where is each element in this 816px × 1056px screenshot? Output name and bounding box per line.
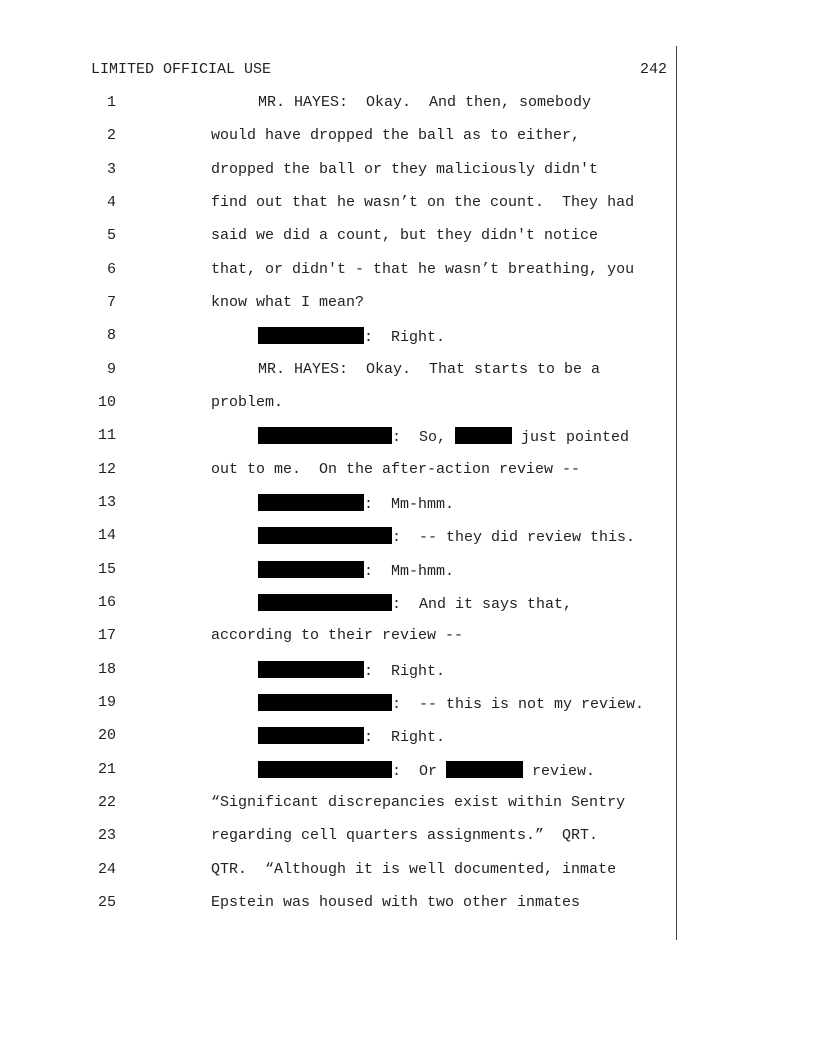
line-content: know what I mean? bbox=[211, 294, 365, 311]
speaker-label: MR. HAYES: bbox=[258, 94, 349, 111]
line-content: : So, bbox=[392, 429, 456, 446]
transcript-line bbox=[0, 727, 816, 760]
line-text bbox=[258, 427, 629, 446]
line-text bbox=[258, 327, 445, 346]
line-text bbox=[258, 661, 445, 680]
line-number: 13 bbox=[97, 494, 116, 511]
line-number: 11 bbox=[97, 427, 116, 444]
line-number: 1 bbox=[106, 94, 116, 111]
transcript-line bbox=[0, 894, 816, 927]
line-text bbox=[258, 94, 591, 111]
page-number: 242 bbox=[639, 61, 667, 78]
redaction-bar bbox=[258, 427, 392, 444]
line-content: : Right. bbox=[364, 663, 446, 680]
transcript-line bbox=[0, 361, 816, 394]
line-text bbox=[258, 761, 595, 780]
transcript-line bbox=[0, 461, 816, 494]
line-text bbox=[258, 727, 445, 746]
line-number: 24 bbox=[97, 861, 116, 878]
transcript-line bbox=[0, 94, 816, 127]
line-content: find out that he wasn’t on the count. They had bbox=[211, 194, 635, 211]
transcript-line bbox=[0, 494, 816, 527]
transcript-line bbox=[0, 294, 816, 327]
line-number: 14 bbox=[97, 527, 116, 544]
line-number: 20 bbox=[97, 727, 116, 744]
transcript-line bbox=[0, 427, 816, 460]
redaction-bar bbox=[258, 494, 364, 511]
line-number: 12 bbox=[97, 461, 116, 478]
line-content: : And it says that, bbox=[392, 596, 573, 613]
line-content: : -- they did review this. bbox=[392, 529, 636, 546]
transcript-line bbox=[0, 594, 816, 627]
line-text bbox=[258, 494, 454, 513]
transcript-line bbox=[0, 561, 816, 594]
transcript-line bbox=[0, 661, 816, 694]
line-number: 7 bbox=[106, 294, 116, 311]
line-text bbox=[258, 694, 644, 713]
transcript-line bbox=[0, 527, 816, 560]
speaker-label: MR. HAYES: bbox=[258, 361, 349, 378]
transcript-line bbox=[0, 694, 816, 727]
transcript-line bbox=[0, 161, 816, 194]
line-content: QTR. “Although it is well documented, inmate bbox=[211, 861, 617, 878]
transcript-line bbox=[0, 127, 816, 160]
line-content: “Significant discrepancies exist within Sentry bbox=[211, 794, 626, 811]
transcript-line bbox=[0, 827, 816, 860]
transcript-line bbox=[0, 794, 816, 827]
line-number: 19 bbox=[97, 694, 116, 711]
line-number: 23 bbox=[97, 827, 116, 844]
line-content: Okay. That starts to be a bbox=[348, 361, 601, 378]
line-content: : -- this is not my review. bbox=[392, 696, 645, 713]
line-number: 6 bbox=[106, 261, 116, 278]
redaction-bar bbox=[258, 761, 392, 778]
line-content: according to their review -- bbox=[211, 627, 464, 644]
transcript-line bbox=[0, 327, 816, 360]
line-content: problem. bbox=[211, 394, 284, 411]
line-content: dropped the ball or they maliciously didn't bbox=[211, 161, 599, 178]
line-number: 4 bbox=[106, 194, 116, 211]
line-content: would have dropped the ball as to either, bbox=[211, 127, 581, 144]
redaction-bar bbox=[258, 527, 392, 544]
line-content: Okay. And then, somebody bbox=[348, 94, 592, 111]
line-number: 25 bbox=[97, 894, 116, 911]
line-number: 3 bbox=[106, 161, 116, 178]
line-number: 21 bbox=[97, 761, 116, 778]
transcript-line bbox=[0, 194, 816, 227]
redaction-bar bbox=[258, 327, 364, 344]
line-content: just pointed bbox=[512, 429, 630, 446]
line-content: that, or didn't - that he wasn’t breathing, you bbox=[211, 261, 635, 278]
line-content: : Mm-hmm. bbox=[364, 496, 455, 513]
line-content: : Or bbox=[392, 763, 447, 780]
line-content: out to me. On the after-action review -- bbox=[211, 461, 581, 478]
line-content: review. bbox=[523, 763, 596, 780]
redaction-bar bbox=[258, 661, 364, 678]
line-text bbox=[258, 527, 635, 546]
line-content: : Right. bbox=[364, 729, 446, 746]
transcript-line bbox=[0, 227, 816, 260]
line-number: 18 bbox=[97, 661, 116, 678]
line-number: 16 bbox=[97, 594, 116, 611]
line-number: 5 bbox=[106, 227, 116, 244]
redaction-bar bbox=[446, 761, 523, 778]
line-number: 17 bbox=[97, 627, 116, 644]
line-text bbox=[258, 594, 572, 613]
line-number: 2 bbox=[106, 127, 116, 144]
line-text bbox=[258, 561, 454, 580]
line-text bbox=[258, 361, 600, 378]
line-number: 10 bbox=[97, 394, 116, 411]
redaction-bar bbox=[258, 694, 392, 711]
line-number: 15 bbox=[97, 561, 116, 578]
transcript-line bbox=[0, 861, 816, 894]
transcript-line bbox=[0, 261, 816, 294]
line-number: 8 bbox=[106, 327, 116, 344]
redaction-bar bbox=[258, 727, 364, 744]
redaction-bar bbox=[258, 561, 364, 578]
transcript-line bbox=[0, 761, 816, 794]
transcript-line bbox=[0, 627, 816, 660]
redaction-bar bbox=[455, 427, 512, 444]
transcript-line bbox=[0, 394, 816, 427]
line-content: : Right. bbox=[364, 329, 446, 346]
line-content: Epstein was housed with two other inmates bbox=[211, 894, 581, 911]
line-content: : Mm-hmm. bbox=[364, 563, 455, 580]
line-content: regarding cell quarters assignments.” QRT. bbox=[211, 827, 599, 844]
classification-header: LIMITED OFFICIAL USE bbox=[91, 61, 272, 78]
redaction-bar bbox=[258, 594, 392, 611]
line-number: 22 bbox=[97, 794, 116, 811]
line-number: 9 bbox=[106, 361, 116, 378]
line-content: said we did a count, but they didn't notice bbox=[211, 227, 599, 244]
